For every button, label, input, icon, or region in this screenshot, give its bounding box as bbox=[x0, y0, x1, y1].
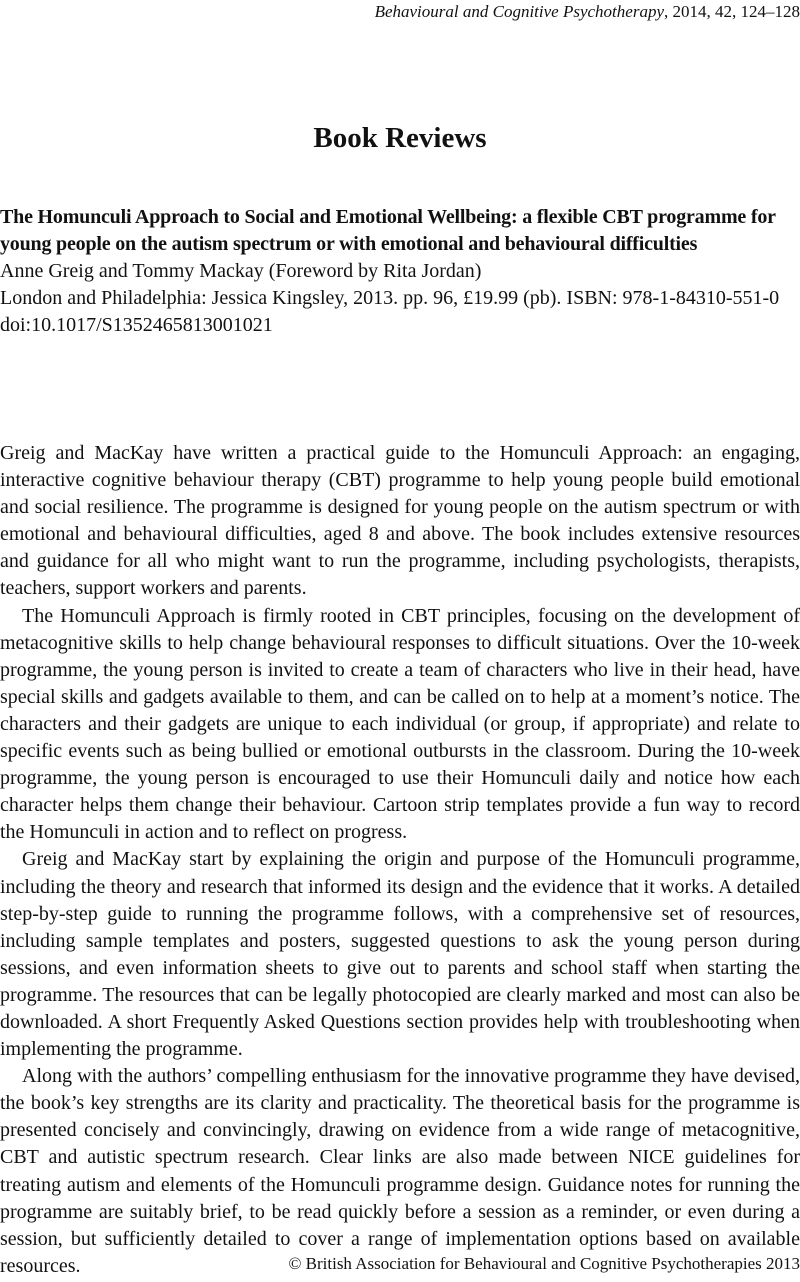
review-paragraph: Along with the authors’ compelling enthusiasm for the innovative programme they have devised, the book’s key strengths are its clarity and practicality. The theoretical basis for the programme is presented concisely and convincingly, drawing on evidence from a wide range of metacognitive, CBT and autistic spectrum research. Clear links are also made between NICE guidelines for treating autism and elements of the Homunculi programme design. Guidance notes for running the programme are suitably brief, to be read quickly before a session as a reminder, or even during a session, but sufficiently detailed to cover a range of implementation options based on available resources. bbox=[0, 1065, 800, 1277]
book-publication: London and Philadelphia: Jessica Kingsley, 2013. pp. 96, £19.99 (pb). ISBN: 978-1-84310-551-0 bbox=[0, 287, 780, 309]
copyright-footer: © British Association for Behavioural and Cognitive Psychotherapies 2013 bbox=[288, 1254, 800, 1273]
section-title: Book Reviews bbox=[313, 122, 487, 154]
journal-citation: , 2014, 42, 124–128 bbox=[664, 2, 800, 21]
running-header bbox=[375, 0, 800, 24]
review-paragraph: Greig and MacKay have written a practical guide to the Homunculi Approach: an engaging, interactive cognitive behaviour therapy (CBT) programme to help young people build emotional and social resilience. The programme is designed for young people on the autism spectrum or with emotional and behavioural difficulties, aged 8 and above. The book includes extensive resources and guidance for all who might want to run the programme, including psychologists, therapists, teachers, support workers and parents. bbox=[0, 442, 800, 600]
journal-name: Behavioural and Cognitive Psychotherapy bbox=[374, 2, 664, 21]
review-body bbox=[0, 440, 800, 1280]
book-authors: Anne Greig and Tommy Mackay (Foreword by Rita Jordan) bbox=[0, 260, 482, 282]
review-paragraph: The Homunculi Approach is firmly rooted in CBT principles, focusing on the development of metacognitive skills to help change behavioural responses to difficult situations. Over the 10-week programme, the young person is invited to create a team of characters who live in their head, have special skills and gadgets available to them, and can be called on to help at a moment’s notice. The characters and their gadgets are unique to each individual (or group, if appropriate) and relate to specific events such as being bullied or emotional outbursts in the classroom. During the 10-week programme, the young person is encouraged to use their Homunculi daily and notice how each character helps them change their behaviour. Cartoon strip templates provide a fun way to record the Homunculi in action and to reflect on progress. bbox=[0, 604, 800, 844]
review-paragraph: Greig and MacKay start by explaining the origin and purpose of the Homunculi programme, including the theory and research that informed its design and the evidence that it works. A detailed step-by-step guide to running the programme follows, with a comprehensive set of resources, including sample templates and posters, suggested questions to ask the young person during sessions, and even information sheets to give out to parents and school staff when starting the programme. The resources that can be legally photocopied are clearly marked and most can also be downloaded. A short Frequently Asked Questions section provides help with troubleshooting when implementing the programme. bbox=[0, 848, 800, 1061]
book-title: The Homunculi Approach to Social and Emotional Wellbeing: a flexible CBT programme for young people on the autism spectrum or with emotional and behavioural difficulties bbox=[0, 206, 776, 255]
book-details bbox=[0, 204, 800, 339]
book-doi[interactable]: doi:10.1017/S1352465813001021 bbox=[0, 314, 273, 336]
